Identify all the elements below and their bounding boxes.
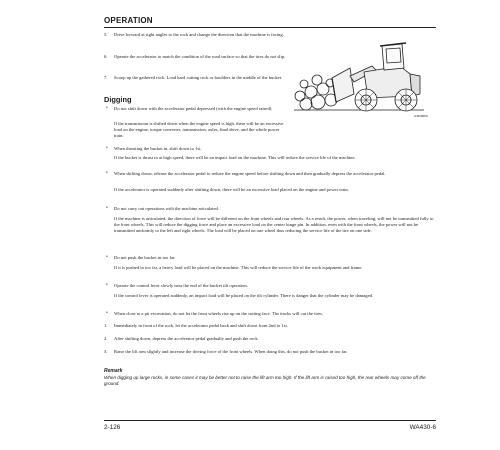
step-text: Raise the lift arm slightly and increase the driving force of the front wheels. When doing this, do not push the bucket in too far. [114, 349, 348, 354]
step-text: Drive forward at right angles to the rock and change the direction that the machine is facing. [114, 32, 284, 37]
step-number: 7. [104, 75, 108, 80]
bullet-point: • [106, 146, 108, 151]
step-number: 1. [104, 323, 108, 328]
bullet-point: • [106, 171, 108, 176]
model-number: WA430-6 [409, 424, 436, 431]
step-text: After shifting down, depress the accelerator pedal gradually and push the rock. [114, 336, 259, 341]
bullet-point: • [106, 311, 108, 316]
rock-pile-graphic [295, 75, 337, 110]
step-number: 3. [104, 349, 108, 354]
step-number: 6. [104, 54, 108, 59]
section-divider [104, 27, 436, 28]
footer-divider [104, 420, 436, 421]
remark-text: When digging up large rocks, in some cases it may be better not to raise the lift arm too high. If the lift arm is raised too high, the rear wheels may come off the ground. [104, 375, 426, 386]
bullet-detail: If the transmission is shifted down when the engine speed is high, there will be an excessive load on the engine, torque converter, transmission, axles, final drive, and the whole power train. [114, 121, 284, 139]
step-number: 2. [104, 336, 108, 341]
bullet-detail: If the accelerator is operated suddenly after shifting down, there will be an excessive load placed on the engine and power train. [114, 187, 349, 192]
bullet-text: Do not shift down with the accelerator pedal depressed (with the engine speed raised). [114, 106, 273, 111]
bullet-text: Operate the control lever slowly near the end of the bucket tilt operation. [114, 283, 248, 288]
bullet-text: When thrusting the bucket in, shift down to 1st. [114, 146, 202, 151]
bullet-text: When close to a pit excavation, do not let the front wheels rise up on the cutting face. The tracks will cut the tires. [114, 311, 324, 316]
step-text: Scoop up the gathered rock. Load hard cutting rock or boulders in the middle of the bucket. [114, 75, 283, 80]
bullet-detail: If the control lever is operated suddenly, an impact load will be placed on the tilt cylinder. There is danger that the cylinder may be damaged. [114, 293, 374, 298]
step-text: Operate the accelerator to match the condition of the road surface so that the tires do not slip. [114, 54, 286, 59]
bullet-detail: If the bucket is thrust in at high speed, there will be an impact load on the machine. This will reduce the service life of the machine. [114, 155, 356, 160]
remark-heading: Remark [104, 368, 123, 374]
section-header [104, 16, 436, 28]
step-number: 5. [104, 32, 108, 37]
bullet-point: • [106, 106, 108, 111]
bullet-text: When shifting down, release the accelerator pedal to reduce the engine speed before shifting down and then gradually depress the accelerator pedal. [114, 171, 386, 176]
bullet-text: Do not push the bucket in too far. [114, 255, 176, 260]
step-text: Immediately in front of the rock, let the accelerator pedal back and shift down from 2nd to 1st. [114, 323, 288, 328]
page-number: 2-126 [104, 424, 121, 431]
bullet-point: • [106, 255, 108, 260]
bullet-point: • [106, 206, 108, 211]
digging-heading: Digging [104, 95, 132, 104]
wheel-loader-illustration [292, 38, 426, 120]
bullet-point: • [106, 283, 108, 288]
bullet-text: Do not carry out operations with the machine articulated. [114, 206, 219, 211]
bullet-detail: If it is pushed in too far, a heavy load will be placed on the machine. This will reduce the service life of the work equipment and frame. [114, 265, 363, 270]
illustration-code: AJ000650 [414, 114, 428, 118]
section-title: OPERATION [104, 16, 153, 25]
bullet-detail: If the machine is articulated, the direction of force will be different on the front wheels and rear wheels. As a result, the power, when traveling, will not be transmitted fully to the front wheels. This will reduce the digging force and place an excessive load on the center hinge pin. In addition, even with the front wheels, the power will not be transmitted uniformly to the left and right wheels. The load will be placed on one wheel thus reducing the service life of the tire on one side. [114, 216, 434, 234]
